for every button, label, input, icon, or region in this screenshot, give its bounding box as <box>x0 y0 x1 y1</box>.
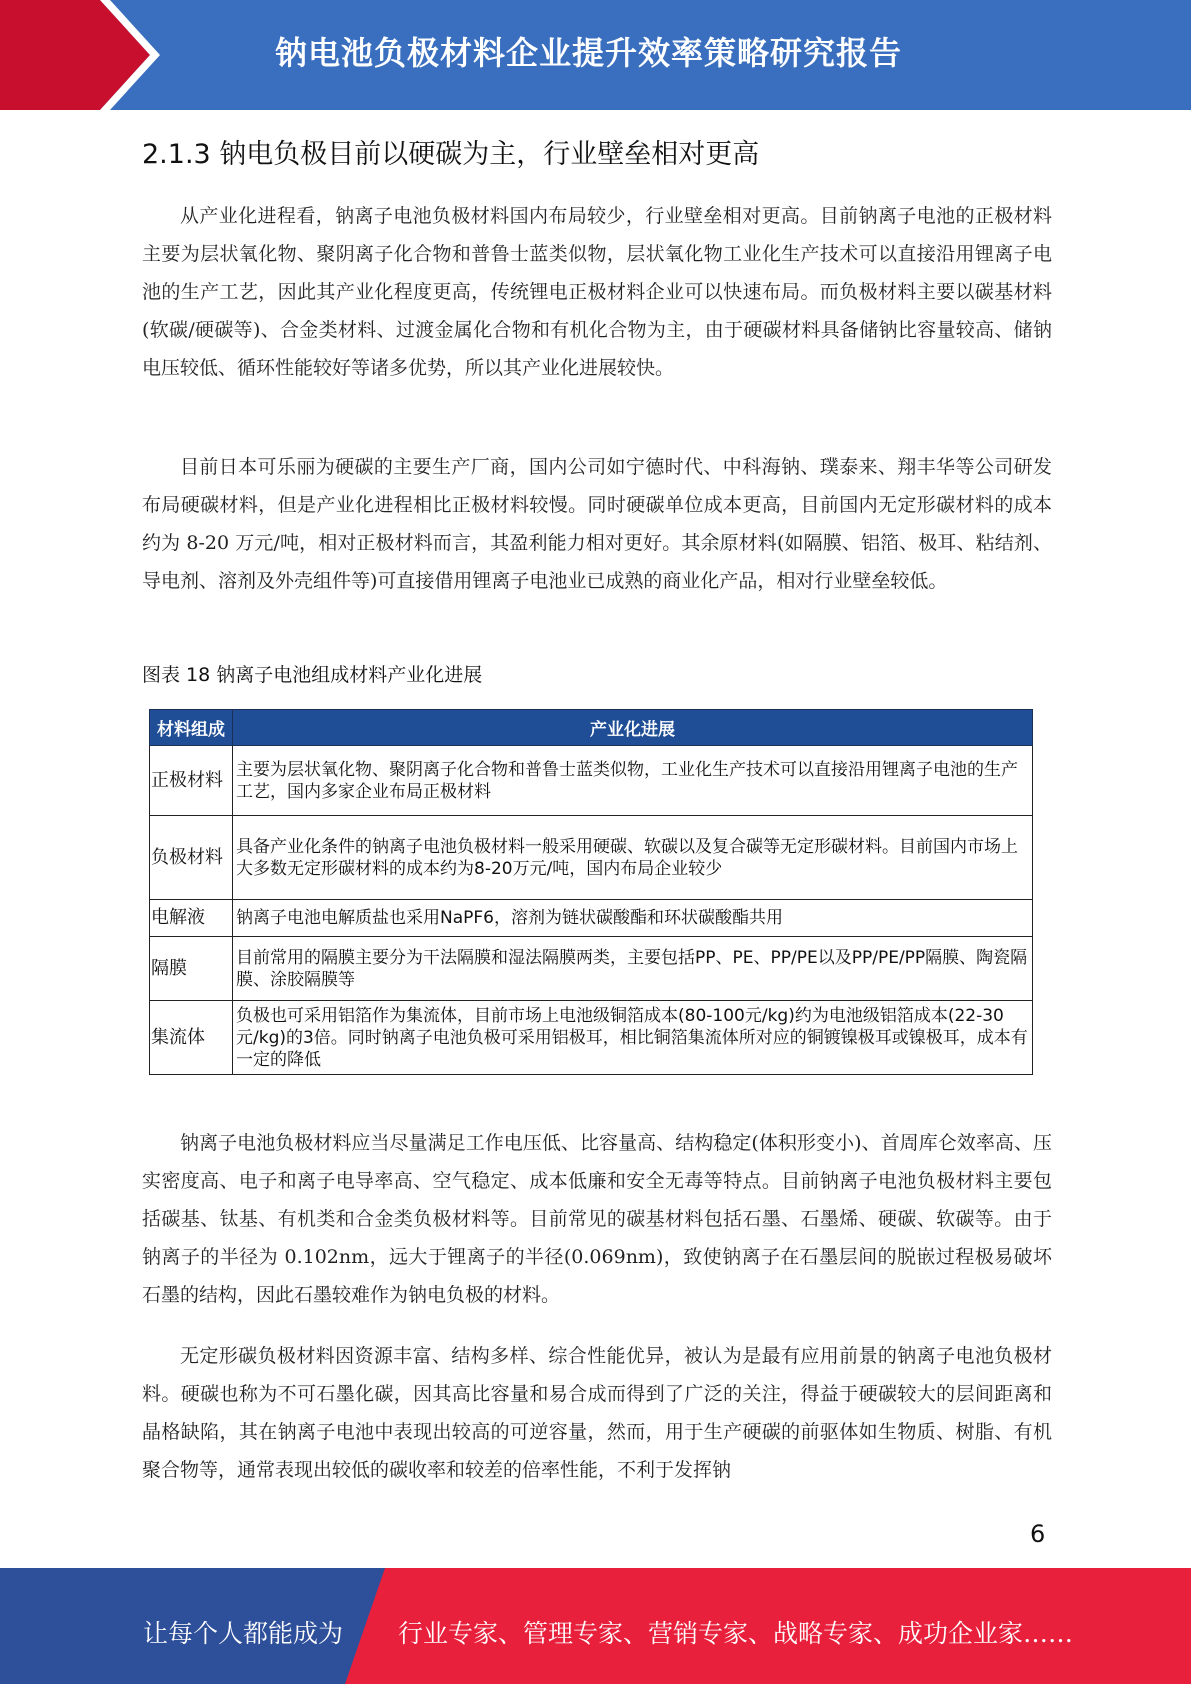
section-heading: 2.1.3 钠电负极目前以硬碳为主，行业壁垒相对更高 <box>142 139 760 170</box>
footer-slogan-right: 行业专家、管理专家、营销专家、战略专家、成功企业家…… <box>398 1619 1074 1648</box>
paragraph-1: 从产业化进程看，钠离子电池负极材料国内布局较少，行业壁垒相对更高。目前钠离子电池的正极材料主要为层状氧化物、聚阴离子化合物和普鲁士蓝类似物，层状氧化物工业化生产技术可以直接沿用锂离子电池的生产工艺，因此其产业化程度更高，传统锂电正极材料企业可以快速布局。而负极材料主要以碳基材料(软碳/硬碳等)、合金类材料、过渡金属化合物和有机化合物为主，由于硬碳材料具备储钠比容量较高、储钠电压较低、循环性能较好等诸多优势，所以其产业化进展较快。 <box>142 205 1052 379</box>
table-row <box>150 746 1033 816</box>
report-title: 钠电池负极材料企业提升效率策略研究报告 <box>275 34 903 72</box>
footer-slogan-left: 让每个人都能成为 <box>143 1619 344 1648</box>
row-material-name: 集流体 <box>150 1001 233 1075</box>
row-material-name: 负极材料 <box>150 816 233 900</box>
row-progress-desc: 目前常用的隔膜主要分为干法隔膜和湿法隔膜两类，主要包括PP、PE、PP/PE以及PP/PE/PP隔膜、陶瓷隔膜、涂胶隔膜等 <box>233 937 1033 1001</box>
page-number: 6 <box>1030 1520 1046 1548</box>
figure-caption: 图表 18 钠离子电池组成材料产业化进展 <box>142 664 483 686</box>
column-header-material: 材料组成 <box>150 710 233 746</box>
row-progress-desc: 主要为层状氧化物、聚阴离子化合物和普鲁士蓝类似物，工业化生产技术可以直接沿用锂离子电池的生产工艺，国内多家企业布局正极材料 <box>233 746 1033 816</box>
row-material-name: 隔膜 <box>150 937 233 1001</box>
table-row <box>150 816 1033 900</box>
paragraph-4: 无定形碳负极材料因资源丰富、结构多样、综合性能优异，被认为是最有应用前景的钠离子电池负极材料。硬碳也称为不可石墨化碳，因其高比容量和易合成而得到了广泛的关注，得益于硬碳较大的层间距离和晶格缺陷，其在钠离子电池中表现出较高的可逆容量，然而，用于生产硬碳的前驱体如生物质、树脂、有机聚合物等，通常表现出较低的碳收率和较差的倍率性能，不利于发挥钠 <box>142 1345 1052 1481</box>
row-progress-desc: 负极也可采用铝箔作为集流体，目前市场上电池级铜箔成本(80-100元/kg)约为电池级铝箔成本(22-30元/kg)的3倍。同时钠离子电池负极可采用铝极耳，相比铜箔集流体所对应的铜镀镍极耳或镍极耳，成本有一定的降低 <box>233 1001 1033 1075</box>
table-row <box>150 1001 1033 1075</box>
table-row <box>150 900 1033 937</box>
header-chevron-icon <box>0 0 160 110</box>
row-progress-desc: 钠离子电池电解质盐也采用NaPF6，溶剂为链状碳酸酯和环状碳酸酯共用 <box>233 900 1033 937</box>
table-row <box>150 937 1033 1001</box>
row-material-name: 电解液 <box>150 900 233 937</box>
row-material-name: 正极材料 <box>150 746 233 816</box>
column-header-progress: 产业化进展 <box>233 710 1033 746</box>
paragraph-2: 目前日本可乐丽为硬碳的主要生产厂商，国内公司如宁德时代、中科海钠、璞泰来、翔丰华等公司研发布局硬碳材料，但是产业化进程相比正极材料较慢。同时硬碳单位成本更高，目前国内无定形碳材料的成本约为 8-20 万元/吨，相对正极材料而言，其盈利能力相对更好。其余原材料(如隔膜、铝箔、极耳、粘结剂、导电剂、溶剂及外壳组件等)可直接借用锂离子电池业已成熟的商业化产品，相对行业壁垒较低。 <box>142 456 1052 592</box>
table-header-row <box>150 710 1033 746</box>
row-progress-desc: 具备产业化条件的钠离子电池负极材料一般采用硬碳、软碳以及复合碳等无定形碳材料。目前国内市场上大多数无定形碳材料的成本约为8-20万元/吨，国内布局企业较少 <box>233 816 1033 900</box>
paragraph-3: 钠离子电池负极材料应当尽量满足工作电压低、比容量高、结构稳定(体积形变小)、首周库仑效率高、压实密度高、电子和离子电导率高、空气稳定、成本低廉和安全无毒等特点。目前钠离子电池负极材料主要包括碳基、钛基、有机类和合金类负极材料等。目前常见的碳基材料包括石墨、石墨烯、硬碳、软碳等。由于钠离子的半径为 0.102nm，远大于锂离子的半径(0.069nm)，致使钠离子在石墨层间的脱嵌过程极易破坏石墨的结构，因此石墨较难作为钠电负极的材料。 <box>142 1132 1052 1306</box>
materials-table <box>149 709 1033 1075</box>
header-banner <box>0 0 1191 110</box>
